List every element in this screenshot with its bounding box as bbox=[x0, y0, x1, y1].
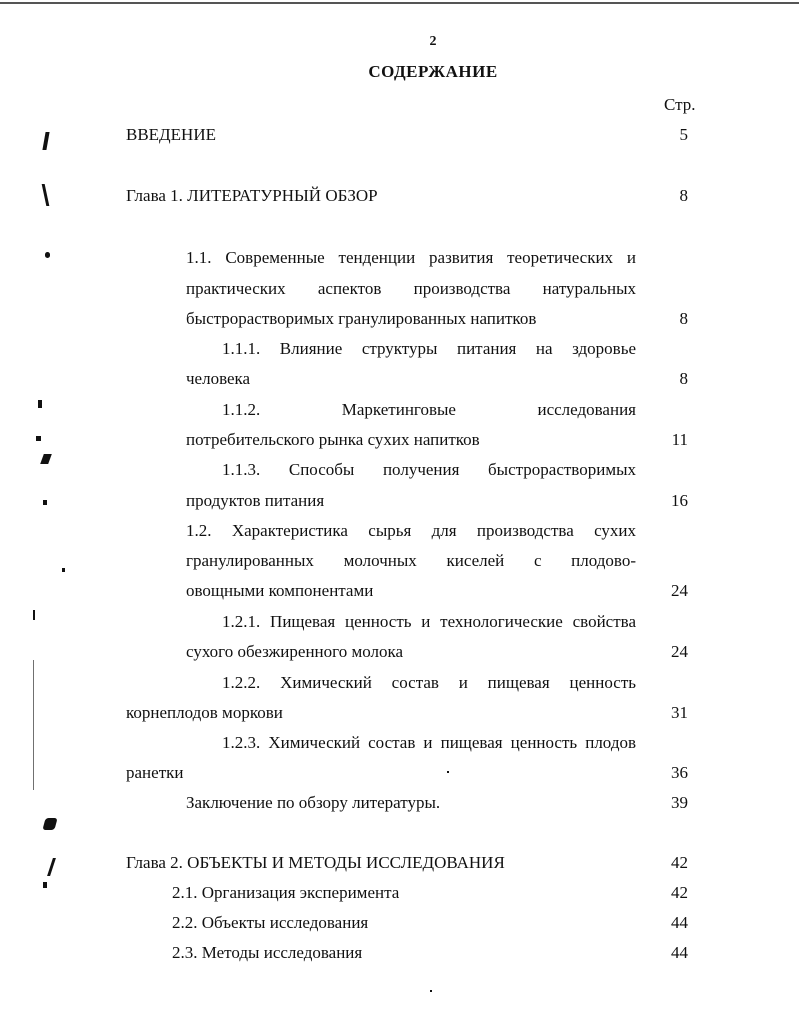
toc-1-2-1-line2: сухого обезжиренного молока bbox=[186, 642, 404, 661]
toc-2-2-page: 44 bbox=[671, 913, 688, 932]
toc-chapter1-page: 8 bbox=[679, 186, 688, 205]
scan-mark bbox=[43, 882, 47, 888]
toc-1-2-3-page: 36 bbox=[671, 763, 688, 782]
toc-1-1-1-line2: человека bbox=[186, 369, 251, 388]
scan-mark bbox=[33, 660, 34, 790]
toc-intro-title: ВВЕДЕНИЕ bbox=[126, 125, 216, 144]
page-number: 2 bbox=[429, 34, 437, 49]
toc-2-3-title: 2.3. Методы исследования bbox=[172, 943, 363, 962]
page-title: СОДЕРЖАНИЕ bbox=[368, 62, 498, 81]
scan-mark bbox=[36, 436, 41, 441]
toc-1-2-line3: овощными компонентами bbox=[186, 581, 374, 600]
top-border-line bbox=[0, 2, 799, 4]
toc-2-2-title: 2.2. Объекты исследования bbox=[172, 913, 369, 932]
scan-mark bbox=[33, 610, 35, 620]
toc-1-2-2-line2: корнеплодов моркови bbox=[126, 703, 283, 722]
toc-1-1-1-page: 8 bbox=[679, 369, 688, 388]
toc-chapter2-page: 42 bbox=[671, 853, 688, 872]
toc-2-1-page: 42 bbox=[671, 883, 688, 902]
scan-mark bbox=[45, 252, 50, 258]
toc-1-1-page: 8 bbox=[679, 309, 688, 328]
toc-1-2-1-page: 24 bbox=[671, 642, 688, 661]
scan-mark bbox=[447, 771, 449, 773]
toc-chapter2-title: Глава 2. ОБЪЕКТЫ И МЕТОДЫ ИССЛЕДОВАНИЯ bbox=[126, 853, 505, 872]
scan-mark bbox=[47, 858, 56, 876]
toc-1-2-3-line2: ранетки bbox=[126, 763, 184, 782]
page-column-header: Стр. bbox=[664, 95, 696, 114]
toc-1-1-1-line1: 1.1.1. Влияние структуры питания на здоровье bbox=[222, 339, 636, 358]
toc-1-1-3-line1: 1.1.3. Способы получения быстрорастворимых bbox=[222, 460, 636, 479]
toc-1-2-2-page: 31 bbox=[671, 703, 688, 722]
scan-mark bbox=[42, 132, 49, 150]
toc-1-1-2-line2: потребительского рынка сухих напитков bbox=[186, 430, 480, 449]
toc-1-2-1-line1: 1.2.1. Пищевая ценность и технологические свойства bbox=[222, 612, 636, 631]
scan-mark bbox=[42, 818, 57, 830]
toc-1-1-3-page: 16 bbox=[671, 491, 688, 510]
scan-mark bbox=[62, 568, 65, 572]
toc-1-1-line2: практических аспектов производства натуральных bbox=[186, 279, 636, 298]
scan-mark bbox=[40, 454, 52, 464]
toc-1-2-3-line1: 1.2.3. Химический состав и пищевая ценность плодов bbox=[222, 733, 636, 752]
toc-1-1-2-page: 11 bbox=[671, 430, 688, 449]
toc-1-2-line1: 1.2. Характеристика сырья для производства сухих bbox=[186, 521, 636, 540]
scan-mark bbox=[430, 990, 432, 992]
toc-1-1-3-line2: продуктов питания bbox=[186, 491, 325, 510]
scan-mark bbox=[43, 500, 47, 505]
toc-chapter1-title: Глава 1. ЛИТЕРАТУРНЫЙ ОБЗОР bbox=[126, 186, 378, 205]
toc-2-3-page: 44 bbox=[671, 943, 688, 962]
toc-1-1-2-line1: 1.1.2. Маркетинговые исследования bbox=[222, 400, 636, 419]
toc-1-1-line1: 1.1. Современные тенденции развития теоретических и bbox=[186, 248, 636, 267]
scan-mark bbox=[42, 184, 50, 206]
toc-intro-page: 5 bbox=[679, 125, 688, 144]
toc-1-2-line2: гранулированных молочных киселей с плодово- bbox=[186, 551, 636, 570]
scan-mark bbox=[38, 400, 42, 408]
toc-conclusion-title: Заключение по обзору литературы. bbox=[186, 793, 441, 812]
toc-1-2-page: 24 bbox=[671, 581, 688, 600]
toc-conclusion-page: 39 bbox=[671, 793, 688, 812]
toc-2-1-title: 2.1. Организация эксперимента bbox=[172, 883, 400, 902]
toc-1-2-2-line1: 1.2.2. Химический состав и пищевая ценность bbox=[222, 673, 636, 692]
toc-1-1-line3: быстрорастворимых гранулированных напитков bbox=[186, 309, 537, 328]
